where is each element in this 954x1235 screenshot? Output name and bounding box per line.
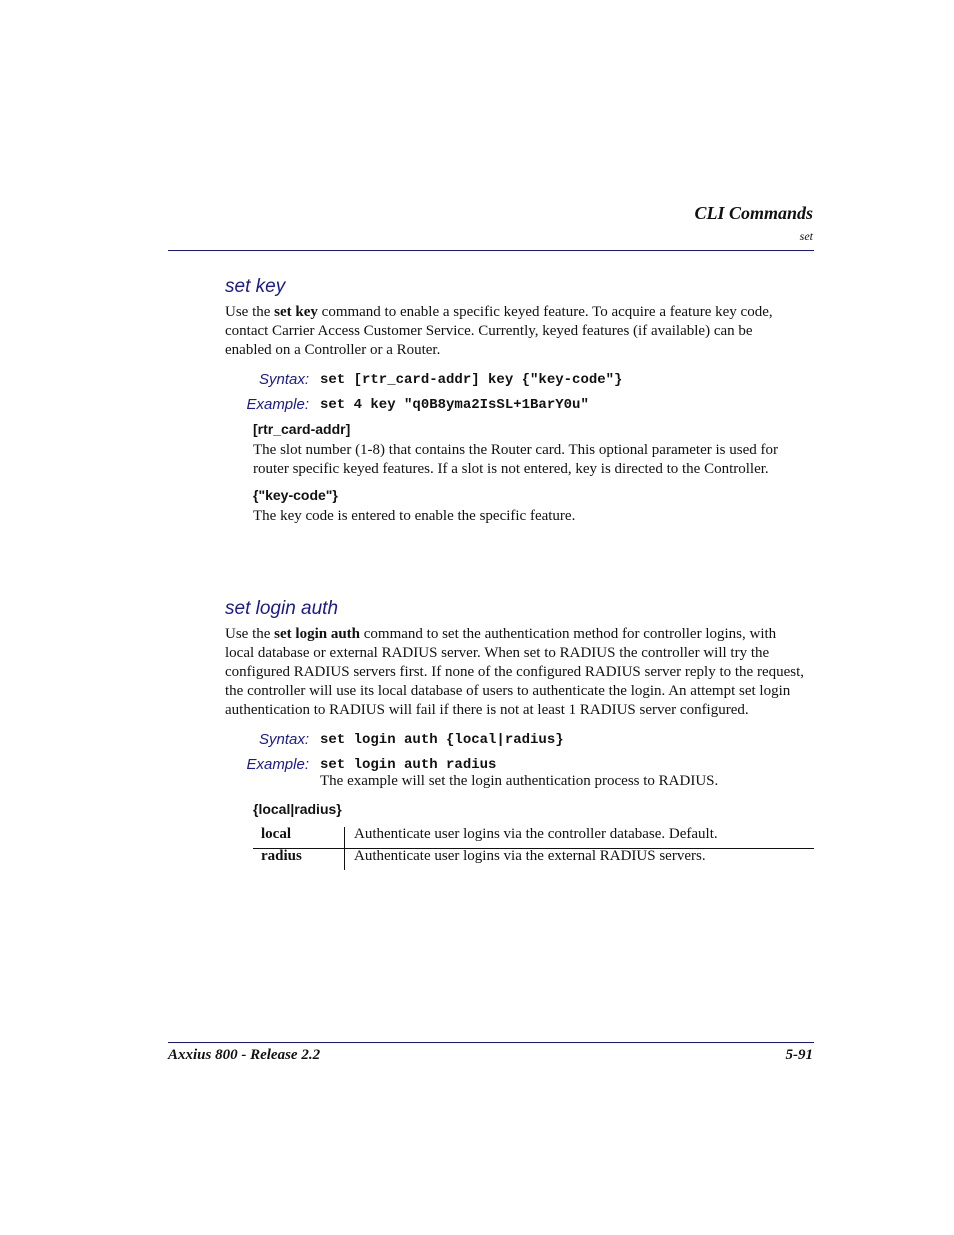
option-value: Authenticate user logins via the controller database. Default. bbox=[354, 826, 718, 842]
set-login-auth-intro bbox=[225, 625, 815, 720]
syntax-code: set [rtr_card-addr] key {"key-code"} bbox=[320, 372, 623, 388]
param-name-rtr-card-addr: [rtr_card-addr] bbox=[253, 421, 351, 437]
table-row bbox=[253, 846, 814, 868]
example-label: Example: bbox=[246, 756, 309, 773]
section-title-set-login-auth: set login auth bbox=[225, 598, 339, 619]
running-header-subtitle: set bbox=[799, 229, 813, 243]
intro-line: local database or external RADIUS server. When set to RADIUS the controller will try the bbox=[225, 645, 770, 661]
intro-line: configured RADIUS servers first. If none of the configured RADIUS server reply to the request, bbox=[225, 664, 805, 680]
intro-line: Use the set login auth command to set the authentication method for controller logins, with bbox=[225, 626, 777, 642]
table-column-divider bbox=[344, 827, 345, 870]
footer-doc-title: Axxius 800 - Release 2.2 bbox=[168, 1047, 321, 1063]
param-desc-rtr-card-addr bbox=[253, 441, 813, 479]
example-note: The example will set the login authentication process to RADIUS. bbox=[320, 773, 719, 789]
option-key: radius bbox=[261, 848, 302, 864]
section-title-set-key: set key bbox=[225, 276, 286, 297]
option-value: Authenticate user logins via the external RADIUS servers. bbox=[354, 848, 706, 864]
option-key: local bbox=[261, 826, 291, 842]
header-rule bbox=[168, 250, 814, 251]
param-desc-key-code bbox=[253, 507, 813, 526]
table-row bbox=[253, 824, 814, 846]
param-name-local-radius: {local|radius} bbox=[253, 801, 342, 817]
intro-line: contact Carrier Access Customer Service. Currently, keyed features (if available) can be bbox=[225, 323, 753, 339]
intro-line: authentication to RADIUS will fail if there is not at least 1 RADIUS server configured. bbox=[225, 702, 749, 718]
syntax-code: set login auth {local|radius} bbox=[320, 732, 564, 748]
example-label: Example: bbox=[246, 396, 309, 413]
example-code: set login auth radius bbox=[320, 757, 497, 773]
page-number: 5-91 bbox=[785, 1047, 813, 1063]
desc-line: router specific keyed features. If a slot is not entered, key is directed to the Controller. bbox=[253, 461, 769, 477]
desc-line: The slot number (1-8) that contains the Router card. This optional parameter is used for bbox=[253, 442, 778, 458]
footer-rule bbox=[168, 1042, 814, 1043]
example-code: set 4 key "q0B8yma2IsSL+1BarY0u" bbox=[320, 397, 589, 413]
intro-line: the controller will use its local database of users to authenticate the login. An attempt set login bbox=[225, 683, 791, 699]
syntax-label: Syntax: bbox=[258, 731, 309, 748]
param-name-key-code: {"key-code"} bbox=[253, 487, 338, 503]
set-key-intro bbox=[225, 303, 815, 360]
desc-line: The key code is entered to enable the specific feature. bbox=[253, 508, 576, 524]
syntax-label: Syntax: bbox=[258, 371, 309, 388]
intro-line: Use the set key command to enable a specific keyed feature. To acquire a feature key code, bbox=[225, 304, 773, 320]
running-header-title: CLI Commands bbox=[694, 203, 813, 223]
intro-line: enabled on a Controller or a Router. bbox=[225, 342, 441, 358]
